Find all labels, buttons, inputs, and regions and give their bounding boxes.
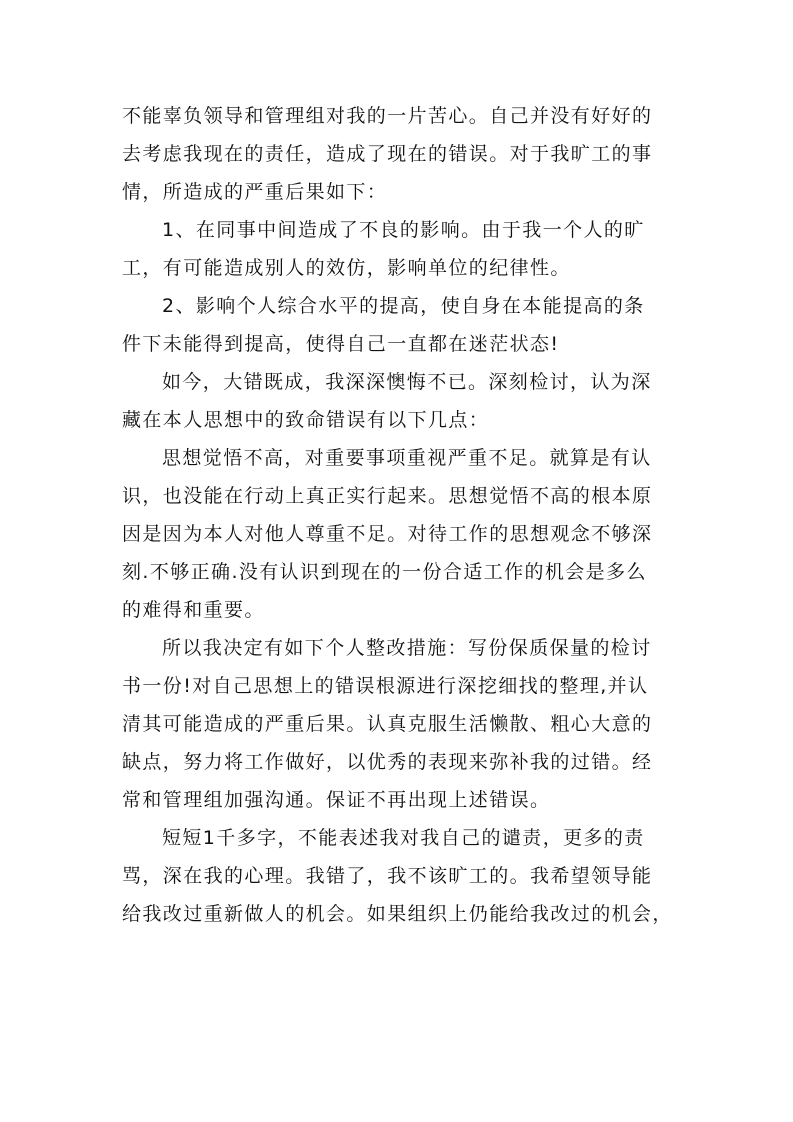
text-line: 给我改过重新做人的机会。如果组织上仍能给我改过的机会， bbox=[122, 903, 673, 925]
text-line: 缺点，努力将工作做好，以优秀的表现来弥补我的过错。经 bbox=[122, 751, 653, 773]
text-line: 识，也没能在行动上真正实行起来。思想觉悟不高的根本原 bbox=[122, 485, 653, 507]
text-line: 刻.不够正确.没有认识到现在的一份合适工作的机会是多么 bbox=[122, 561, 647, 583]
text-line: 工，有可能造成别人的效仿，影响单位的纪律性。 bbox=[122, 257, 571, 279]
text-line: 去考虑我现在的责任，造成了现在的错误。对于我旷工的事 bbox=[122, 143, 653, 165]
text-line: 藏在本人思想中的致命错误有以下几点： bbox=[122, 409, 490, 431]
text-line: 情，所造成的严重后果如下： bbox=[122, 181, 388, 203]
text-line: 的难得和重要。 bbox=[122, 599, 265, 621]
text-line: 骂，深在我的心理。我错了，我不该旷工的。我希望领导能 bbox=[122, 865, 653, 887]
text-line: 短短1千多字，不能表述我对我自己的谴责，更多的责 bbox=[162, 827, 645, 849]
text-line: 1、在同事中间造成了不良的影响。由于我一个人的旷 bbox=[162, 219, 645, 241]
text-line: 如今，大错既成，我深深懊悔不已。深刻检讨，认为深 bbox=[162, 371, 652, 393]
text-line: 不能辜负领导和管理组对我的一片苦心。自己并没有好好的 bbox=[122, 105, 653, 127]
text-line: 常和管理组加强沟通。保证不再出现上述错误。 bbox=[122, 789, 551, 811]
document-body bbox=[122, 97, 678, 933]
text-line: 书一份!对自己思想上的错误根源进行深挖细找的整理,并认 bbox=[122, 675, 649, 697]
text-line: 因是因为本人对他人尊重不足。对待工作的思想观念不够深 bbox=[122, 523, 653, 545]
text-line: 清其可能造成的严重后果。认真克服生活懒散、粗心大意的 bbox=[122, 713, 653, 735]
text-line: 所以我决定有如下个人整改措施：写份保质保量的检讨 bbox=[162, 637, 652, 659]
text-line: 思想觉悟不高，对重要事项重视严重不足。就算是有认 bbox=[162, 447, 652, 469]
text-line: 2、影响个人综合水平的提高，使自身在本能提高的条 bbox=[162, 295, 645, 317]
text-line: 件下未能得到提高，使得自己一直都在迷茫状态! bbox=[122, 333, 560, 355]
